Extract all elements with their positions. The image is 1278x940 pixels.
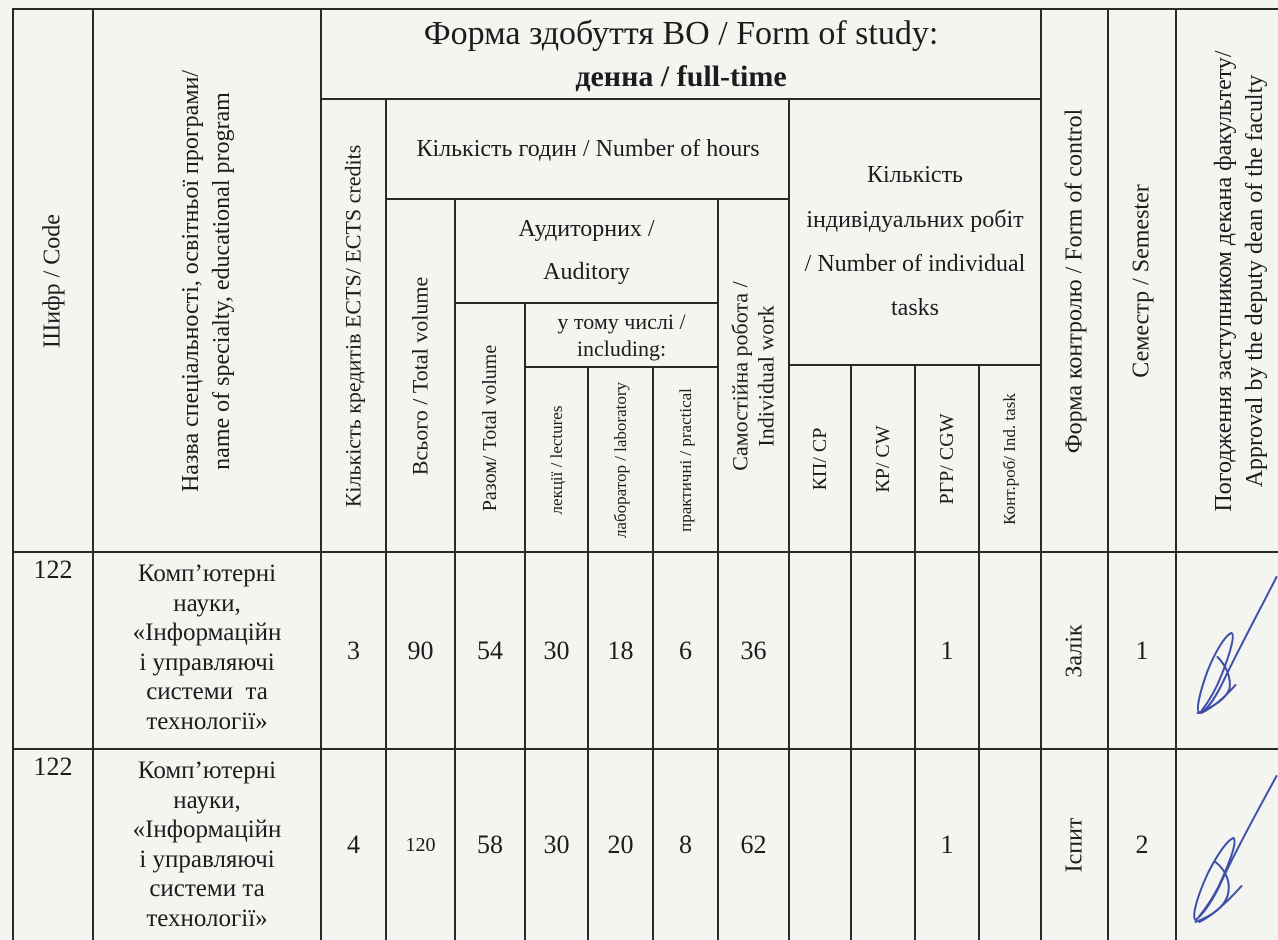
cell-form-control: Іспит — [1060, 817, 1087, 873]
cell-kr — [852, 553, 914, 748]
header-approval: Погодження заступником декана факультету/ Approval by the deputy dean of the faculty — [1210, 49, 1268, 512]
header-name: Назва спеціальності, освітньої програми/ name of specialty, educational program — [177, 69, 235, 492]
header-practical: практичні / practical — [675, 387, 695, 532]
cell-lectures: 30 — [543, 635, 570, 665]
cell-kontrob — [980, 553, 1040, 748]
header-individual-tasks: Кількість індивідуальних робіт / Number of individual tasks — [804, 162, 1026, 322]
signature-icon — [1177, 750, 1278, 940]
header-rgr: РГР/ CGW — [936, 412, 958, 505]
cell-lab: 20 — [607, 830, 634, 860]
header-semester: Семестр / Semester — [1128, 183, 1155, 378]
cell-kr — [852, 750, 914, 940]
cell-total: 120 — [405, 833, 436, 856]
cell-code: 122 — [33, 555, 73, 585]
header-kontrob: Конт.роб/ Ind. task — [999, 392, 1019, 525]
header-kp: КП/ CP — [809, 427, 831, 490]
cell-rgr: 1 — [940, 635, 954, 665]
header-hours-group: Кількість годин / Number of hours — [416, 135, 760, 162]
cell-kp — [790, 553, 850, 748]
header-lectures: лекції / lectures — [546, 405, 566, 514]
cell-program-name: Комп’ютерні науки, «Інформаційн і управляючі системи та технології» — [132, 560, 282, 735]
cell-credits: 3 — [347, 635, 360, 665]
cell-auditory: 54 — [477, 635, 503, 665]
cell-program-name: Комп’ютерні науки, «Інформаційн і управляючі системи та технології» — [132, 757, 282, 932]
cell-self-work: 62 — [740, 830, 767, 860]
cell-self-work: 36 — [740, 635, 767, 665]
cell-rgr: 1 — [940, 830, 954, 860]
header-including: у тому числі / including: — [557, 308, 686, 361]
header-code: Шифр / Code — [39, 213, 66, 348]
cell-kontrob — [980, 750, 1040, 940]
header-auditory: Аудиторних / Auditory — [518, 215, 655, 285]
cell-total: 90 — [407, 635, 434, 665]
cell-code: 122 — [33, 752, 73, 782]
signature-icon — [1177, 553, 1278, 743]
cell-kp — [790, 750, 850, 940]
form-value: денна / full-time — [575, 59, 787, 93]
header-self-work: Самостійна робота / Individual work — [727, 280, 779, 471]
cell-credits: 4 — [347, 830, 360, 860]
cell-auditory: 58 — [477, 830, 503, 860]
header-form-control: Форма контролю / Form of control — [1060, 108, 1087, 453]
cell-practical: 6 — [679, 635, 692, 665]
header-total-volume: Всього / Total volume — [407, 276, 433, 475]
header-laboratory: лаборатор / laboratory — [610, 381, 630, 538]
header-auditory-total: Разом/ Total volume — [479, 344, 501, 511]
cell-semester: 1 — [1135, 635, 1149, 665]
cell-semester: 2 — [1135, 830, 1149, 860]
cell-form-control: Залік — [1060, 623, 1087, 678]
cell-practical: 8 — [679, 830, 692, 860]
header-form-of-study — [322, 10, 1040, 98]
header-kr: КР/ CW — [872, 424, 894, 493]
cell-lectures: 30 — [543, 830, 570, 860]
form-title: Форма здобуття ВО / Form of study: — [423, 14, 939, 52]
cell-lab: 18 — [607, 635, 634, 665]
header-credits: Кількість кредитів ECTS/ ECTS credits — [340, 144, 366, 507]
